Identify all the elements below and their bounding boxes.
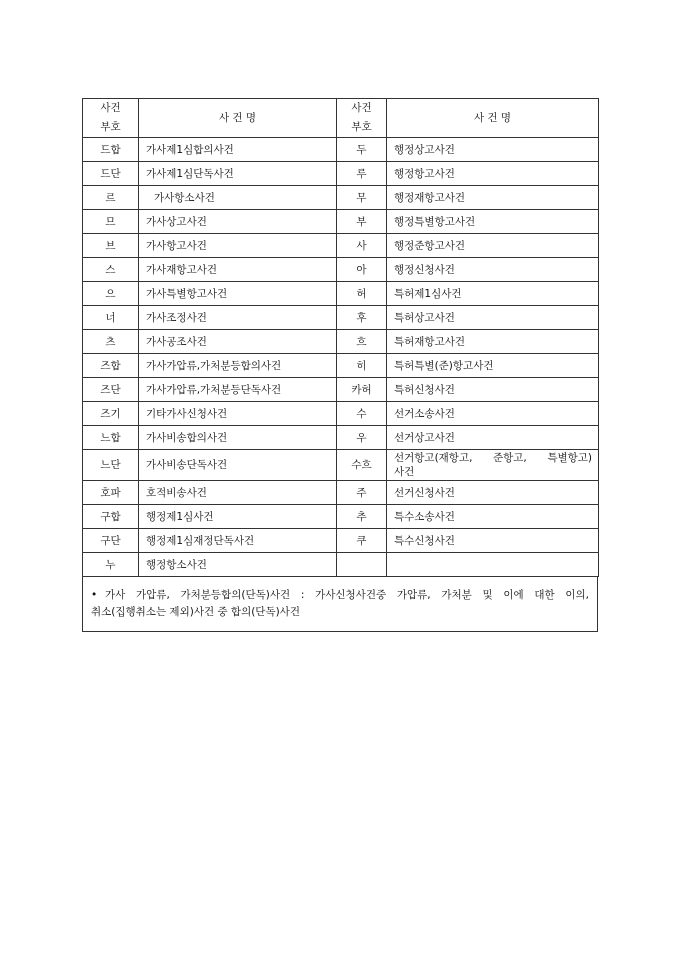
case-name-right: 특허제1심사건 — [387, 282, 599, 306]
header-code-line2: 부호 — [100, 121, 121, 133]
case-name-right: 특허신청사건 — [387, 378, 599, 402]
case-code-right: 무 — [337, 186, 387, 210]
case-code-right: 카허 — [337, 378, 387, 402]
case-name-left-text: 가사가압류,가처분등단독사건 — [146, 383, 282, 396]
case-code-left: 즈기 — [83, 402, 139, 426]
case-name-left-text: 행정제1심사건 — [146, 510, 214, 523]
table-row — [83, 258, 599, 282]
case-name-left-text: 가사항소사건 — [154, 191, 215, 204]
header-case-name-left: 사 건 명 — [139, 99, 337, 138]
case-code-right: 수흐 — [337, 450, 387, 481]
case-name-left — [139, 402, 337, 426]
footnote-text-1: 가사 가압류, 가처분등합의(단독)사건 : 가사신청사건중 가압류, 가처분 및 이에 대한 이의, — [105, 589, 589, 601]
case-code-table — [82, 98, 599, 577]
table-row — [83, 481, 599, 505]
case-name-left — [139, 258, 337, 282]
case-code-left: 구단 — [83, 529, 139, 553]
case-name-left-text: 기타가사신청사건 — [146, 407, 228, 420]
table-row — [83, 234, 599, 258]
case-name-left — [139, 354, 337, 378]
case-code-right: 흐 — [337, 330, 387, 354]
case-code-left: 스 — [83, 258, 139, 282]
case-name-right: 특수신청사건 — [387, 529, 599, 553]
case-code-right: 사 — [337, 234, 387, 258]
case-name-left — [139, 450, 337, 481]
case-name-right: 특허특별(준)항고사건 — [387, 354, 599, 378]
case-name-left-text: 가사특별항고사건 — [146, 287, 228, 300]
case-name-right: 특허재항고사건 — [387, 330, 599, 354]
case-name-left — [139, 505, 337, 529]
case-name-left-text: 가사가압류,가처분등합의사건 — [146, 359, 282, 372]
case-name-right: 선거상고사건 — [387, 426, 599, 450]
case-code-left: 브 — [83, 234, 139, 258]
case-name-left — [139, 138, 337, 162]
case-code-left: 느단 — [83, 450, 139, 481]
case-name-right: 행정준항고사건 — [387, 234, 599, 258]
case-name-left-text: 가사제1심합의사건 — [146, 143, 234, 156]
case-name-left-text: 호적비송사건 — [146, 486, 207, 499]
table-row — [83, 450, 599, 481]
case-code-left: 너 — [83, 306, 139, 330]
case-name-right — [387, 450, 599, 481]
header-case-code-left — [83, 99, 139, 138]
case-name-right: 행정상고사건 — [387, 138, 599, 162]
case-name-left-text: 가사상고사건 — [146, 215, 207, 228]
table-row — [83, 330, 599, 354]
case-name-left — [139, 330, 337, 354]
case-code-left: 므 — [83, 210, 139, 234]
footnote — [82, 577, 598, 632]
header-case-name-right: 사 건 명 — [387, 99, 599, 138]
bullet-icon: • — [91, 589, 98, 601]
table-header-row — [83, 99, 599, 138]
case-code-right: 부 — [337, 210, 387, 234]
header-case-code-right — [337, 99, 387, 138]
case-name-left — [139, 186, 337, 210]
case-name-left-text: 가사비송단독사건 — [146, 459, 228, 471]
table-row — [83, 378, 599, 402]
case-name-left-text: 행정제1심재정단독사건 — [146, 534, 255, 547]
case-code-left: 드합 — [83, 138, 139, 162]
table-row — [83, 426, 599, 450]
footnote-line-1 — [91, 587, 589, 604]
case-name-left — [139, 210, 337, 234]
header-code-line1: 사건 — [351, 102, 372, 114]
case-code-left: 호파 — [83, 481, 139, 505]
case-name-right-line2: 사건 — [394, 466, 415, 478]
table-row — [83, 306, 599, 330]
case-name-right-line1: 선거항고(재항고, 준항고, 특별항고) — [394, 452, 592, 464]
case-code-right: 우 — [337, 426, 387, 450]
case-name-left — [139, 306, 337, 330]
case-name-left-text: 가사재항고사건 — [146, 263, 218, 276]
case-name-left — [139, 529, 337, 553]
case-name-right: 특수소송사건 — [387, 505, 599, 529]
table-row — [83, 210, 599, 234]
table-row — [83, 354, 599, 378]
case-name-right — [387, 553, 599, 577]
case-name-left-text: 행정항소사건 — [146, 558, 207, 571]
case-code-right: 주 — [337, 481, 387, 505]
header-code-line1: 사건 — [100, 102, 121, 114]
case-code-left: 드단 — [83, 162, 139, 186]
case-name-right: 행정신청사건 — [387, 258, 599, 282]
case-name-left-text: 가사공조사건 — [146, 335, 207, 348]
table-row — [83, 529, 599, 553]
case-name-left — [139, 378, 337, 402]
case-code-right: 두 — [337, 138, 387, 162]
case-code-left: 르 — [83, 186, 139, 210]
case-name-left — [139, 282, 337, 306]
case-code-left: 누 — [83, 553, 139, 577]
table-row — [83, 162, 599, 186]
case-name-left — [139, 426, 337, 450]
table-row — [83, 186, 599, 210]
case-code-left: 으 — [83, 282, 139, 306]
case-name-left-text: 가사제1심단독사건 — [146, 167, 234, 180]
case-code-left: 구합 — [83, 505, 139, 529]
case-code-right: 수 — [337, 402, 387, 426]
case-name-left-text: 가사항고사건 — [146, 239, 207, 252]
case-code-right: 아 — [337, 258, 387, 282]
case-code-right: 쿠 — [337, 529, 387, 553]
header-code-line2: 부호 — [351, 121, 372, 133]
case-name-right: 선거소송사건 — [387, 402, 599, 426]
footnote-line-2: 취소(집행취소는 제외)사건 중 합의(단독)사건 — [91, 606, 300, 618]
case-code-right: 히 — [337, 354, 387, 378]
case-name-left-text: 가사조정사건 — [146, 311, 207, 324]
case-name-left — [139, 481, 337, 505]
case-code-document — [82, 98, 598, 632]
table-row — [83, 553, 599, 577]
case-name-right: 행정특별항고사건 — [387, 210, 599, 234]
case-code-left: 즈합 — [83, 354, 139, 378]
case-name-right: 행정항고사건 — [387, 162, 599, 186]
case-code-right: 루 — [337, 162, 387, 186]
case-name-left — [139, 234, 337, 258]
case-name-left-text: 가사비송합의사건 — [146, 431, 228, 444]
case-name-right: 특허상고사건 — [387, 306, 599, 330]
table-row — [83, 505, 599, 529]
table-row — [83, 402, 599, 426]
case-name-right: 선거신청사건 — [387, 481, 599, 505]
case-code-right: 허 — [337, 282, 387, 306]
case-code-left: 츠 — [83, 330, 139, 354]
case-name-left — [139, 162, 337, 186]
case-name-left — [139, 553, 337, 577]
case-code-right: 추 — [337, 505, 387, 529]
case-code-right: 후 — [337, 306, 387, 330]
table-row — [83, 282, 599, 306]
case-code-left: 느합 — [83, 426, 139, 450]
case-name-right: 행정재항고사건 — [387, 186, 599, 210]
table-row — [83, 138, 599, 162]
case-code-right — [337, 553, 387, 577]
case-code-left: 즈단 — [83, 378, 139, 402]
